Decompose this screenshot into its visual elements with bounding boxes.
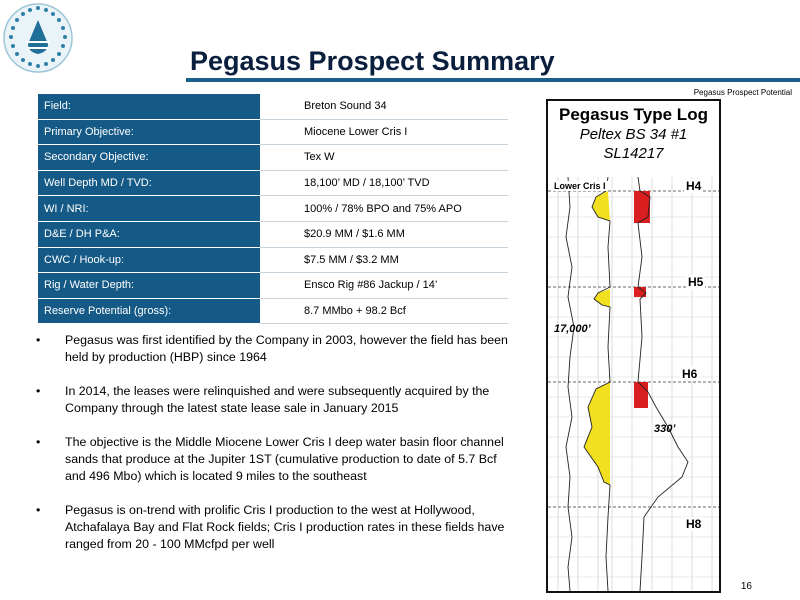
page-title: Pegasus Prospect Summary [190,46,555,76]
bullet-text: Pegasus was first identified by the Company in 2003, however the field has been held by production (HBP) since 1964 [65,333,508,364]
fact-value: 100% / 78% BPO and 75% APO [260,196,508,222]
fact-label: Rig / Water Depth: [38,273,260,299]
fact-value: Miocene Lower Cris I [260,119,508,145]
company-logo [2,2,74,74]
fact-value: Ensco Rig #86 Jackup / 14’ [260,273,508,299]
depth-label: 17,000’ [554,323,591,335]
fact-label: Reserve Potential (gross): [38,298,260,324]
bullet-text: Pegasus is on-trend with prolific Cris I production to the west at Hollywood, Atchafalaya Bay and Flat Rock fields; Cris I production rates in these fields have ranged from 20 - 100 MMcfpd per well [65,503,505,551]
list-item [36,434,514,485]
bullet-text: The objective is the Middle Miocene Lower Cris I deep water basin floor channel sands that produce at the Jupiter 1ST (cumulative production to date of 5.7 Bcf and 496 Mbo) which is located 9 miles to the southeast [65,435,504,483]
fact-value: Breton Sound 34 [260,94,508,119]
fact-value: Tex W [260,145,508,171]
horizon-h5-label: H5 [688,275,704,289]
type-log-panel [546,99,721,593]
table-row [38,170,508,196]
summary-bullet-list [36,332,514,570]
title-underline [186,78,800,82]
table-row [38,221,508,247]
bullet-icon: • [36,435,41,449]
fact-value: $7.5 MM / $3.2 MM [260,247,508,273]
bullet-icon: • [36,503,41,517]
fact-label: CWC / Hook-up: [38,247,260,273]
lower-cris-label: Lower Cris I [554,181,606,191]
bullet-text: In 2014, the leases were relinquished and were subsequently acquired by the Company through the latest state lease sale in January 2015 [65,384,490,415]
fact-label: Field: [38,94,260,119]
prospect-facts-table [38,94,508,324]
fact-label: Primary Objective: [38,119,260,145]
horizon-h4-label: H4 [686,179,702,193]
type-log-well: Peltex BS 34 #1 [579,126,688,143]
table-row [38,196,508,222]
horizon-h6-label: H6 [682,367,698,381]
fact-label: Well Depth MD / TVD: [38,170,260,196]
list-item [36,383,514,417]
pay-thickness-label: 330’ [654,423,676,435]
type-log-serial: SL14217 [603,145,664,162]
fact-value: $20.9 MM / $1.6 MM [260,221,508,247]
table-row [38,247,508,273]
horizon-h8-label: H8 [686,517,702,531]
page-number: 16 [740,581,752,592]
table-row [38,273,508,299]
list-item [36,502,514,553]
slide-subtitle: Pegasus Prospect Potential [693,88,792,97]
fact-label: WI / NRI: [38,196,260,222]
fact-value: 18,100’ MD / 18,100’ TVD [260,170,508,196]
bullet-icon: • [36,384,41,398]
table-row [38,145,508,171]
fact-label: Secondary Objective: [38,145,260,171]
list-item [36,332,514,366]
type-log-title: Pegasus Type Log [559,105,708,124]
table-row [38,94,508,119]
bullet-icon: • [36,333,41,347]
table-row [38,298,508,324]
fact-label: D&E / DH P&A: [38,221,260,247]
table-row [38,119,508,145]
fact-value: 8.7 MMbo + 98.2 Bcf [260,298,508,324]
